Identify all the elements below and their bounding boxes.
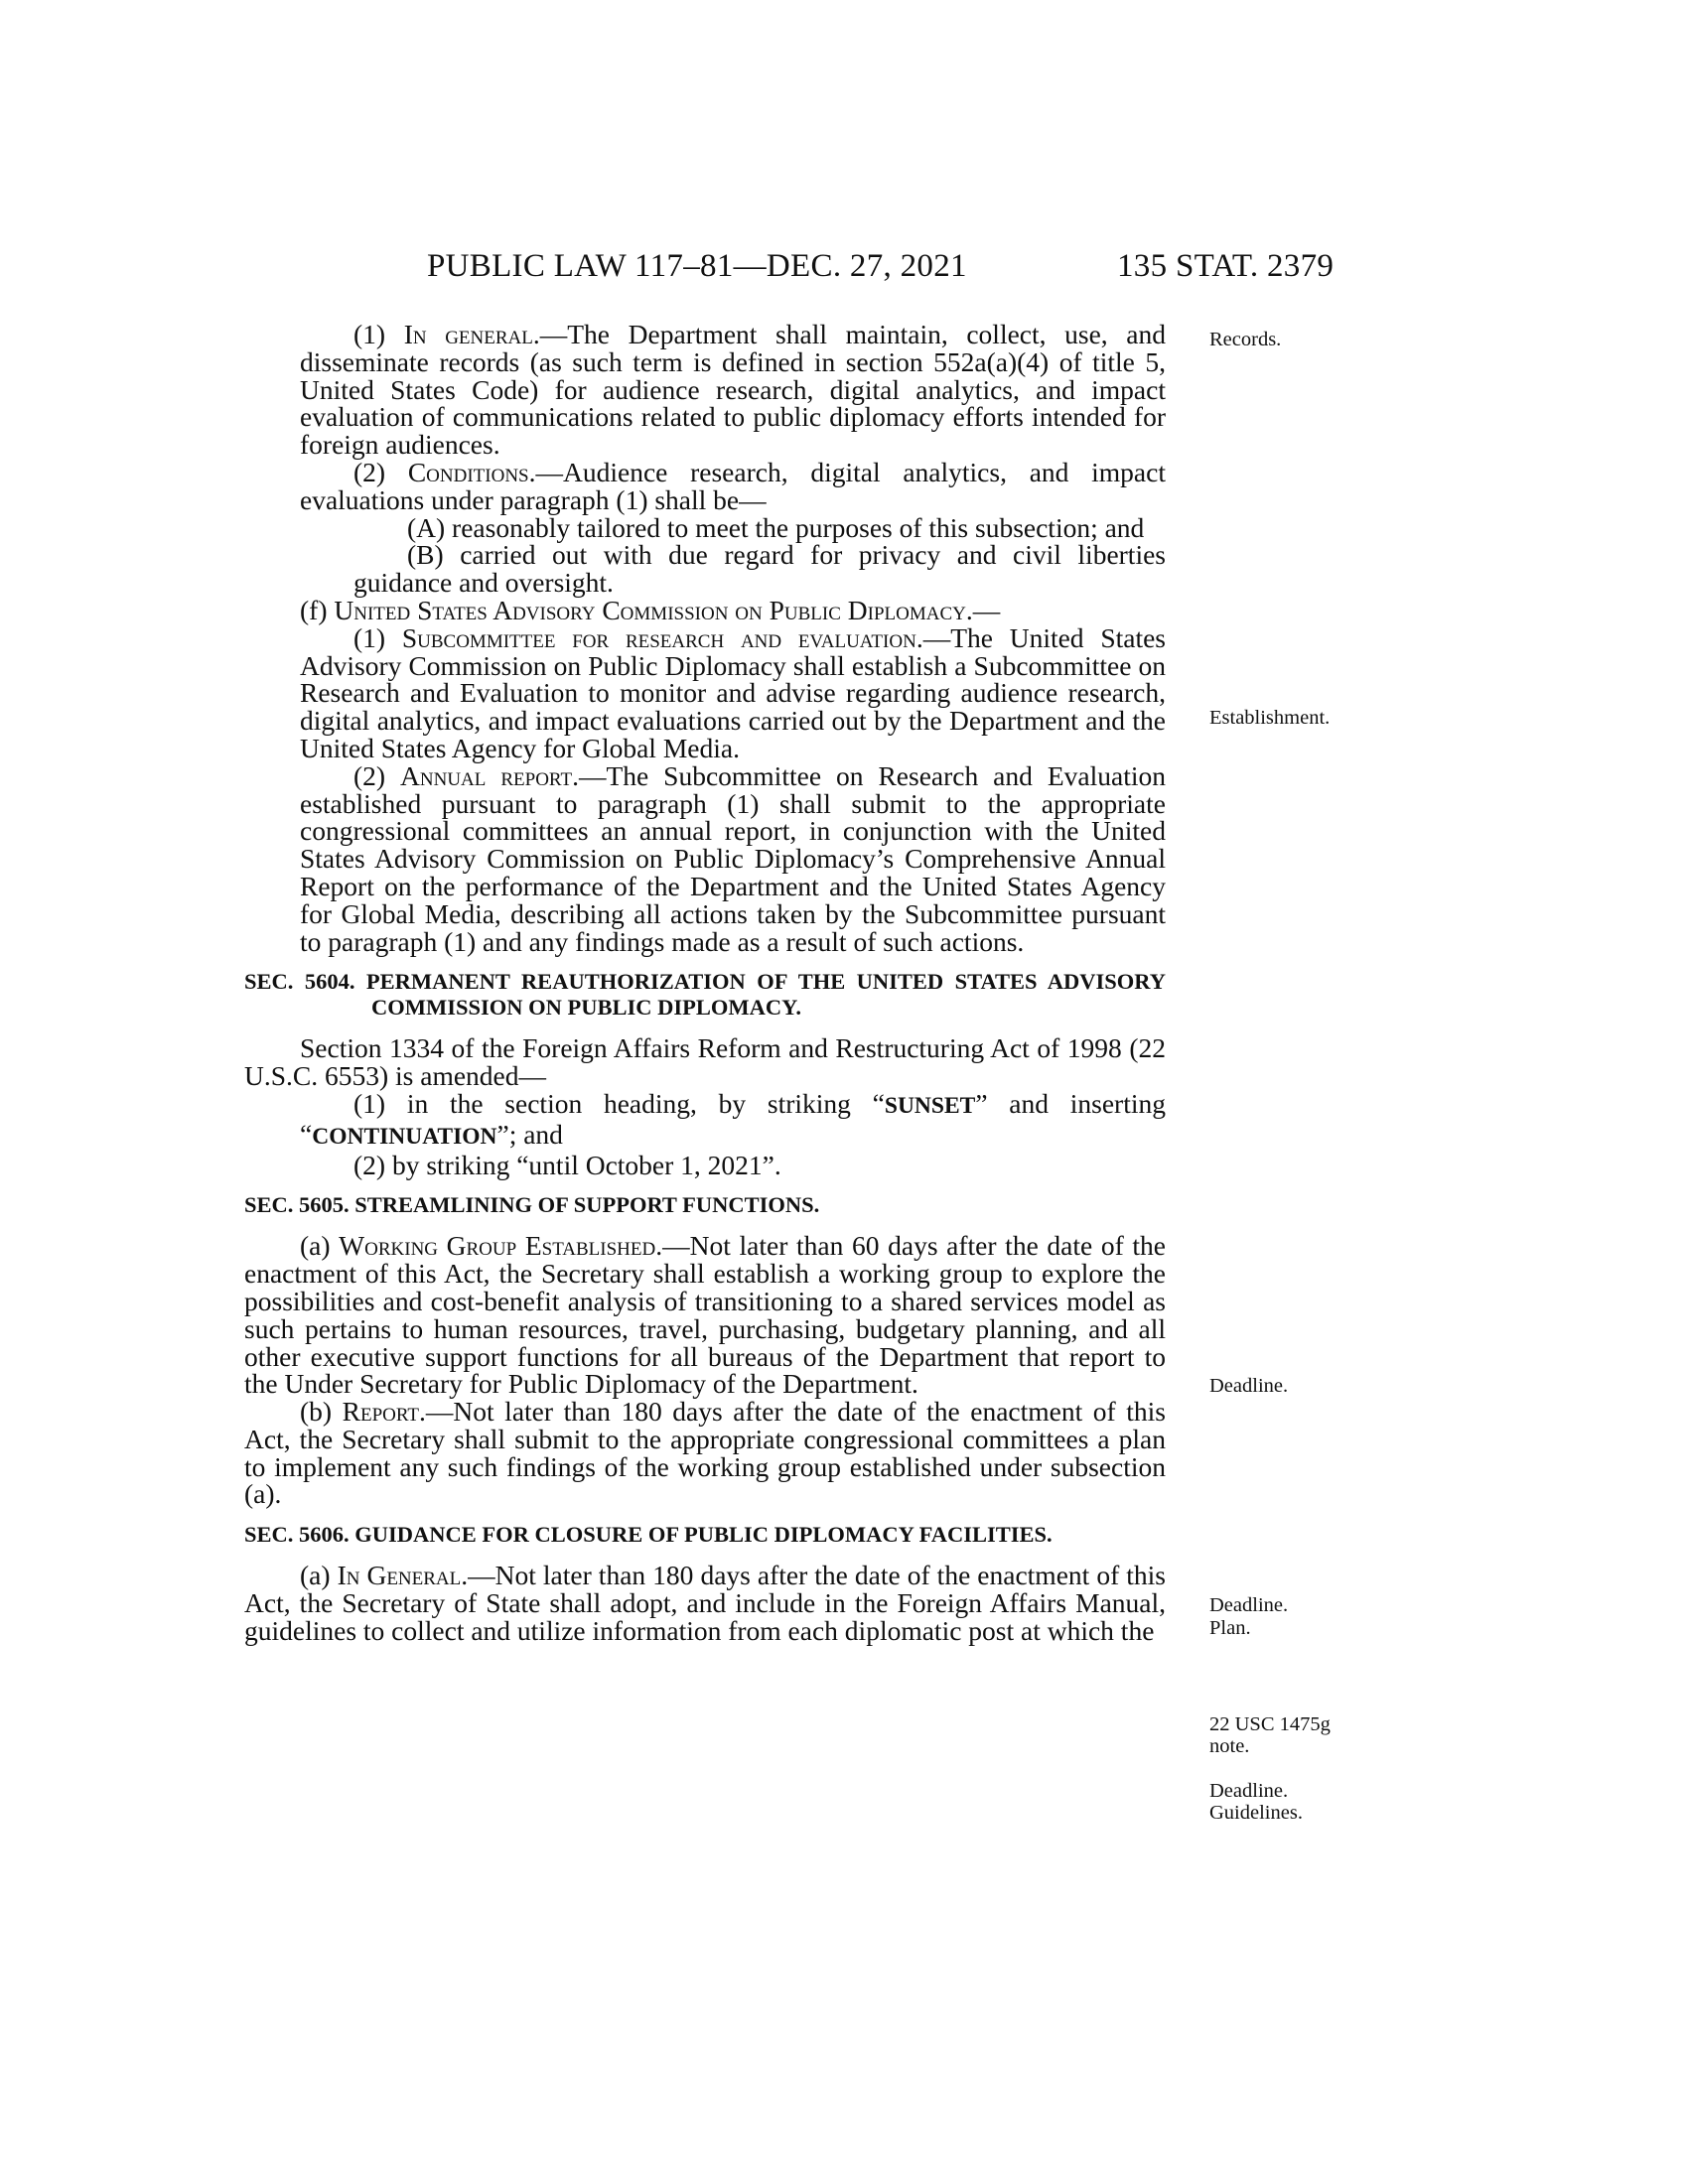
spacer [300,1508,1166,1522]
margin-note-establishment: Establishment. [1209,707,1331,729]
spacer [300,1178,1166,1192]
paragraph-number: (1) [353,319,404,349]
paragraph-text: .—Not later than 60 days after the date of the enactment of this Act, the Secretary shall establish a working group to explore the possibilities and cost-benefit analysis of transitioning to a shared services model as such pertains to human resources, travel, purchasing, budgetary planning, and all other executive support functions for all bureaus of the Department that report to the Under Secretary for Public Diplomacy of the Department. [244,1230,1166,1400]
subparagraph-e2a: (A) reasonably tailored to meet the purposes of this subsection; and [407,511,1145,543]
paragraph-text: .—The United States Advisory Commission on Public Diplomacy shall establish a Subcommittee on Research and Evaluation to monitor and advise regarding audience research, digital analytics, and impact evaluations carried out by the Department and the United States Agency for Global Media. [300,621,1167,763]
paragraph-number: (f) [300,594,335,625]
section-heading-5605: SEC. 5605. STREAMLINING OF SUPPORT FUNCTIONS. [244,1192,820,1218]
paragraph-text: .—Audience research, digital analytics, and impact evaluations under paragraph (1) shall be— [300,456,1166,515]
paragraph-number: (b) [300,1396,343,1428]
paragraph-text: .—The Department shall maintain, collect, use, and disseminate records (as such term is defined in section 552a(a)(4) of title 5, United States Code) for audience research, digital analytics, and impact evaluation of communications related to public diplomacy efforts intended for foreign audiences. [300,319,1166,461]
subsection-heading: Report [342,1396,419,1428]
paragraph-number: (2) [353,759,401,791]
margin-note-usc-citation: 22 USC 1475g [1209,1713,1331,1735]
margin-note-deadline: Deadline. [1209,1375,1289,1397]
paragraph-number: (a) [300,1230,340,1262]
section-heading-5604: SEC. 5604. PERMANENT REAUTHORIZATION OF THE UNITED STATES ADVISORY COMMISSION ON PUBLIC DIPLOMACY. [244,969,1166,1021]
paragraph-number: (2) [353,456,408,487]
running-header-title: PUBLIC LAW 117–81—DEC. 27, 2021 [427,248,967,284]
paragraph-heading: Subcommittee for research and evaluation [401,621,916,653]
paragraph-heading: In general [403,319,533,349]
page-citation: 135 STAT. 2379 [1117,248,1335,284]
paragraph-text: .—Not later than 180 days after the date of the enactment of this Act, the Secretary of State shall adopt, and include in the Foreign Affairs Manual, guidelines to collect and utilize information from each diplomatic post at which the [244,1560,1166,1646]
margin-note-plan: Plan. [1209,1617,1251,1639]
document-body [244,319,1167,1646]
subsection-f [244,594,1166,625]
section-5605-b [244,1398,1166,1508]
section-5606-a [244,1562,1166,1644]
section-heading-5606: SEC. 5606. GUIDANCE FOR CLOSURE OF PUBLIC DIPLOMACY FACILITIES. [244,1522,1053,1548]
margin-note-deadline: Deadline. [1209,1594,1289,1616]
paragraph-e1 [300,321,1166,459]
paragraph-number: (a) [300,1560,338,1591]
subsection-heading: United States Advisory Commission on Public Diplomacy [334,594,966,625]
margin-note-guidelines: Guidelines. [1209,1802,1303,1824]
paragraph-text: .—The Subcommittee on Research and Evaluation established pursuant to paragraph (1) shall submit to the appropriate congressional committees an annual report, in conjunction with the United States Advisory Commission on Public Diplomacy’s Comprehensive Annual Report on the performance of the Department and the United States Agency for Global Media, describing all actions taken by the Subcommittee pursuant to paragraph (1) and any findings made as a result of such actions. [300,759,1166,957]
subsection-heading: In General [337,1560,462,1591]
section-5605-a [244,1232,1166,1398]
paragraph-heading: Annual report [400,759,573,791]
subparagraph-e2b: (B) carried out with due regard for privacy and civil liberties guidance and oversight. [353,539,1166,599]
subsection-heading: Working Group Established [339,1230,656,1262]
margin-note-records: Records. [1209,329,1282,350]
paragraph-e2 [300,456,1166,515]
section-5604-item-2: (2) by striking “until October 1, 2021”. [353,1149,781,1180]
paragraph-f1 [300,621,1167,763]
margin-note-deadline: Deadline. [1209,1780,1289,1802]
paragraph-heading: Conditions [407,456,529,487]
margin-note-usc-note: note. [1209,1735,1250,1757]
item-text: ”; and [496,1118,563,1150]
inserted-term: CONTINUATION [312,1123,497,1150]
spacer [300,955,1166,969]
section-5604-intro: Section 1334 of the Foreign Affairs Reform and Restructuring Act of 1998 (22 U.S.C. 6553) is amended— [244,1032,1166,1092]
paragraph-f2 [300,759,1166,957]
paragraph-text: .—Not later than 180 days after the date of the enactment of this Act, the Secretary shall submit to the appropriate congressional committees a plan to implement any such findings of the working group established under subsection (a). [244,1396,1166,1510]
section-5604-item-1 [300,1087,1166,1152]
paragraph-text: .— [965,594,1001,625]
item-text: (1) in the section heading, by striking “ [353,1087,885,1119]
paragraph-number: (1) [353,621,402,653]
struck-term: SUNSET [884,1092,976,1119]
item-text: ” and inserting “ [300,1087,1166,1150]
